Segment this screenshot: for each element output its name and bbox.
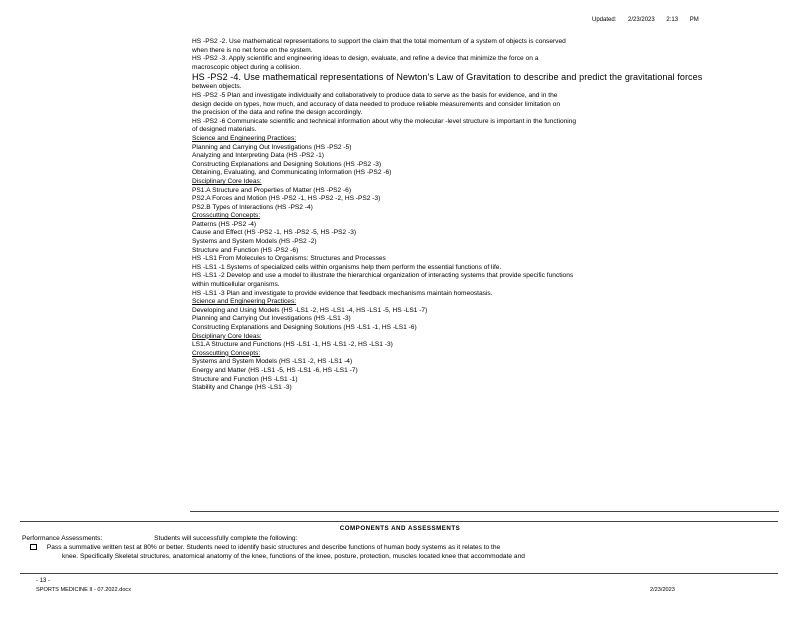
assessment-bullet-item: [22, 543, 782, 552]
content-line: Constructing Explanations and Designing Solutions (HS -PS2 -3): [192, 160, 382, 168]
assessment-text-line2: knee. Specifically Skeletal structures, anatomical anatomy of the knee, functions of the knee, posture, protection, muscles located knee that accommodate and: [62, 553, 525, 560]
footer-date: 2/23/2023: [650, 587, 675, 593]
assessment-continuation: [22, 552, 782, 561]
footer-document-name: SPORTS MEDICINE II - 07.2022.docx: [36, 587, 132, 593]
content-line: LS1.A Structure and Functions (HS -LS1 -1, HS -LS1 -2, HS -LS1 -3): [192, 341, 393, 349]
section-divider: [190, 511, 779, 512]
content-line: Analyzing and Interpreting Data (HS -PS2 -1): [192, 152, 324, 160]
standards-content: [192, 38, 778, 393]
section-heading: Disciplinary Core Ideas:: [192, 177, 262, 185]
content-line: Systems and System Models (HS -LS1 -2, HS -LS1 -4): [192, 358, 353, 366]
updated-timestamp: [592, 17, 709, 23]
content-line: Structure and Function (HS -PS2 -6): [192, 246, 299, 254]
content-line: PS2.B Types of Interactions (HS -PS2 -4): [192, 203, 313, 211]
section-heading: Science and Engineering Practices:: [192, 134, 297, 142]
content-line: Stability and Change (HS -LS1 -3): [192, 384, 292, 392]
content-line: Cause and Effect (HS -PS2 -1, HS -PS2 -5, HS -PS2 -3): [192, 229, 357, 237]
content-line: Planning and Carrying Out Investigations (HS -PS2 -5): [192, 143, 352, 151]
content-line: HS -PS2 -2. Use mathematical representations to support the claim that the total momentum of a system of objects is conserved: [192, 38, 566, 45]
content-line: Patterns (HS -PS2 -4): [192, 220, 257, 228]
section-heading: Crosscutting Concepts:: [192, 212, 261, 220]
content-line: Constructing Explanations and Designing Solutions (HS -LS1 -1, HS -LS1 -6): [192, 324, 417, 331]
content-line: HS -LS1 From Molecules to Organisms: Structures and Processes: [192, 255, 386, 263]
content-line: HS -PS2 -4. Use mathematical representations of Newton's Law of Gravitation to describe and predict the gravitational forces: [192, 72, 703, 83]
footer-rule: [20, 573, 778, 574]
components-title: COMPONENTS AND ASSESSMENTS: [339, 525, 461, 532]
content-line: between objects.: [192, 83, 242, 91]
performance-header: [22, 534, 782, 543]
content-line: Obtaining, Evaluating, and Communicating Information (HS -PS2 -6): [192, 169, 392, 177]
content-line: Structure and Function (HS -LS1 -1): [192, 375, 298, 383]
assessment-text-line1: Pass a summative written test at 80% or better. Students need to identify basic structures and describe functions of human body systems as it relates to the: [46, 544, 501, 551]
content-line: when there is no net force on the system.: [192, 46, 313, 54]
content-line: PS1.A Structure and Properties of Matter (HS -PS2 -6): [192, 186, 352, 194]
updated-ampm: PM: [689, 17, 699, 23]
content-line: within multicellular organisms.: [192, 281, 280, 289]
performance-assessments: [22, 534, 782, 561]
content-line: HS -LS1 -3 Plan and investigate to provide evidence that feedback mechanisms maintain homeostasis.: [192, 289, 493, 297]
section-heading: Disciplinary Core Ideas:: [192, 332, 262, 340]
content-line: Energy and Matter (HS -LS1 -5, HS -LS1 -6, HS -LS1 -7): [192, 366, 358, 374]
section-heading: Science and Engineering Practices:: [192, 298, 297, 306]
performance-label: Performance Assessments:: [22, 535, 103, 542]
content-line: HS -PS2 -3. Apply scientific and engineering ideas to design, evaluate, and refine a device that minimize the force on a: [192, 55, 539, 63]
content-line: of designed materials.: [192, 126, 257, 134]
section-heading: Crosscutting Concepts:: [192, 349, 261, 357]
performance-intro: Students will successfully complete the following:: [154, 535, 298, 542]
content-line: Planning and Carrying Out Investigations (HS -LS1 -3): [192, 315, 351, 323]
content-line: the precision of the data and refine the design accordingly.: [192, 109, 363, 117]
checkbox-bullet-icon: [30, 544, 37, 550]
content-line: Developing and Using Models (HS -LS1 -2, HS -LS1 -4, HS -LS1 -5, HS -LS1 -7): [192, 306, 428, 314]
content-line: macroscopic object during a collision.: [192, 63, 302, 71]
content-line: PS2.A Forces and Motion (HS -PS2 -1, HS -PS2 -2, HS -PS2 -3): [192, 195, 381, 203]
content-line: HS -PS2 -5 Plan and investigate individually and collaboratively to produce data to serve as the basis for evidence, and in the: [192, 91, 558, 99]
content-line: HS -LS1 -2 Develop and use a model to illustrate the hierarchical organization of interacting systems that provide specific functions: [192, 272, 574, 280]
content-line: Systems and System Models (HS -PS2 -2): [192, 238, 317, 246]
components-top-rule: [20, 521, 778, 522]
page-number: - 13 -: [36, 578, 51, 584]
updated-label: Updated:: [592, 17, 617, 23]
updated-time: 2:13: [666, 17, 679, 23]
content-line: HS -LS1 -1 Systems of specialized cells within organisms help them perform the essential functions of life.: [192, 263, 502, 271]
updated-date: 2/23/2023: [628, 17, 655, 23]
content-line: HS -PS2 -6 Communicate scientific and technical information about why the molecular -level structure is important in the functioning: [192, 117, 577, 125]
content-line: design decide on types, how much, and accuracy of data needed to produce reliable measurements and consider limitation on: [192, 100, 561, 108]
